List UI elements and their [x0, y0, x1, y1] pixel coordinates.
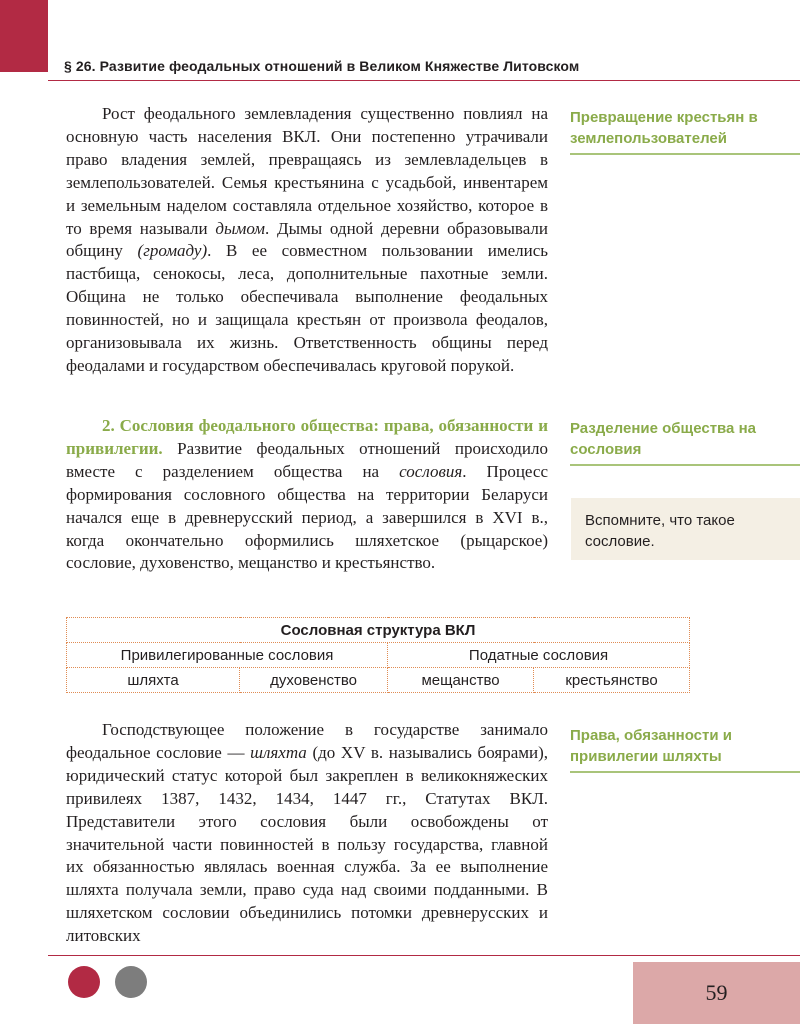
text-run: Развитие феодальных отношений происходило вместе с разделением общества на: [66, 438, 548, 481]
gray-circle-icon: [115, 966, 147, 998]
recall-box: Вспомните, что такое сословие.: [571, 498, 800, 560]
header-rule: [48, 80, 800, 81]
text-run: Господствующее положение в государстве занимало феодальное сословие —: [66, 720, 548, 762]
cell-townspeople: мещанство: [388, 668, 534, 693]
paragraph-3: [66, 719, 548, 948]
red-circle-icon: [68, 966, 100, 998]
cell-peasantry: крестьянство: [534, 668, 690, 693]
text-run: Рост феодального землевладения существенно повлиял на основную часть населения ВКЛ. Они постепенно утрачивали право владения землей, превращаясь из землевладельцев в землепользователей. Семья крестьянина с усадьбой, инвентарем и земельным наделом составляла отдельное хозяйство, которое в то время называли: [66, 104, 548, 238]
page-number: 59: [705, 980, 728, 1005]
paragraph-2: [66, 415, 548, 575]
footer-rule: [48, 955, 800, 956]
paragraph-3-text: [66, 719, 548, 948]
text-run: (до XV в. назывались боярами), юридический статус которой был закреплен в великокняжеских привилеях 1387, 1432, 1434, 1447 гг., Статутах ВКЛ. Представители этого сословия были освобождены от значительной части повинностей в пользу государства, главной их обязанностью являлась военная служба. За ее выполнение шляхта получала земли, право суда над своими подданными. В шляхетском сословии объединились потомки древнерусских и литовских: [66, 742, 549, 946]
section-heading: 2. Сословия феодального общества: права, обязанности и привилегии.: [66, 416, 548, 458]
cell-szlachta: шляхта: [67, 668, 240, 693]
text-run: . Дымы одной деревни образовывали общину: [66, 218, 548, 261]
group-taxable: Податные сословия: [388, 643, 690, 668]
paragraph-1: [66, 103, 548, 378]
running-header: § 26. Развитие феодальных отношений в Великом Княжестве Литовском: [64, 58, 580, 74]
table-group-row: [67, 643, 690, 668]
page-number-box: [633, 962, 800, 1024]
term-dym: дымом: [215, 218, 266, 238]
corner-color-block: [0, 0, 48, 72]
margin-note-szlachta: Права, обязанности и привилегии шляхты: [570, 725, 800, 773]
paragraph-2-text: [66, 415, 548, 575]
text-run: . Процесс формирования сословного общества на территории Беларуси начался еще в древнерусский период, а завершился в XVI в., когда окончательно оформились шляхетское (рыцарское) сословие, духовенство, мещанство и крестьянство.: [66, 461, 548, 573]
table-title-row: [67, 618, 690, 643]
margin-note-peasants: Превращение крестьян в землепользователей: [570, 107, 800, 155]
group-privileged: Привилегированные сословия: [67, 643, 388, 668]
term-sosloviya: сословия: [399, 461, 463, 481]
estates-structure-table: [66, 617, 690, 693]
term-gromada: (громаду): [137, 241, 208, 261]
term-szlachta: шляхта: [250, 742, 307, 762]
cell-clergy: духовенство: [240, 668, 388, 693]
margin-note-estates: Разделение общества на сословия: [570, 418, 800, 466]
table-title: Сословная структура ВКЛ: [67, 618, 690, 643]
paragraph-1-text: [66, 103, 548, 378]
table-row: [67, 668, 690, 693]
text-run: . В ее совместном пользовании имелись пастбища, сенокосы, леса, дополнительные пахотные земли. Община не только обеспечивала выполнение феодальных повинностей, но и защищала крестьян от произвола феодалов, организовывала их жизнь. Ответственность общины перед феодалами и государством обеспечивалась круговой порукой.: [66, 241, 549, 375]
